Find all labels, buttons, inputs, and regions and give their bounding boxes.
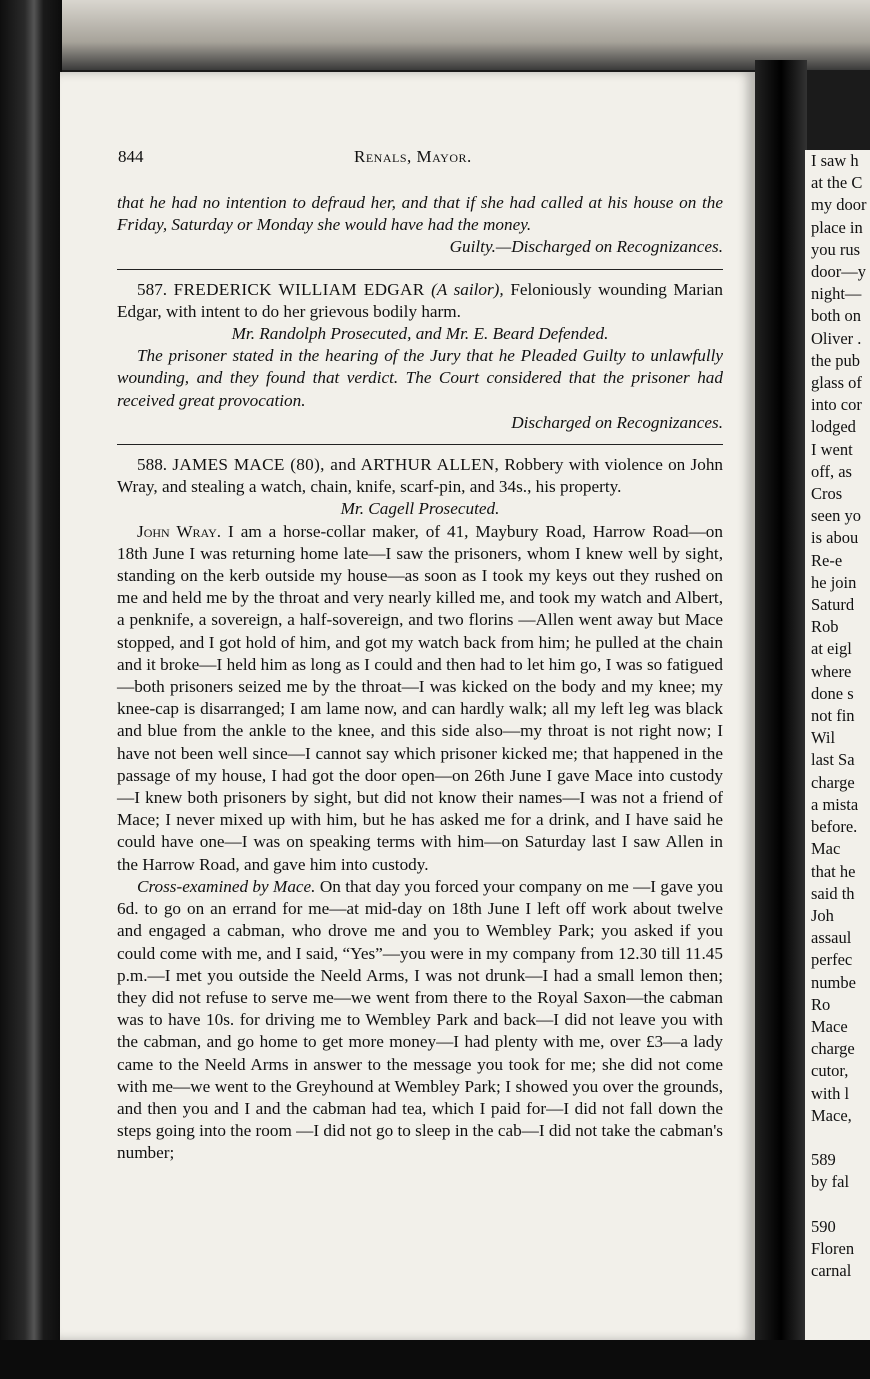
case-587-heading (117, 279, 723, 323)
right-page-line: both on (811, 306, 861, 326)
right-page-line: perfec (811, 950, 853, 970)
right-page-line: a mista (811, 794, 859, 814)
section-rule (117, 444, 723, 445)
right-page-line: with l (811, 1083, 850, 1103)
scan-bottom-edge (0, 1340, 870, 1379)
right-page-line: where (811, 661, 852, 681)
right-page-line: I went (811, 439, 853, 459)
right-page-line: my door (811, 195, 867, 215)
case-587-statement: The prisoner stated in the hearing of the Jury that he Pleaded Guilty to unlawfully wounding, and they found that verdict. The Court considered that the prisoner had received great provocation. (117, 346, 723, 410)
right-page-line: numbe (811, 972, 856, 992)
right-page-lines (805, 150, 870, 1282)
right-page-line: is abou (811, 528, 859, 548)
right-page-line (811, 1194, 870, 1216)
charge-text: Feloniously wounding Marian Edgar, with intent to do her grievous bodily harm. (117, 279, 724, 321)
right-page-line: said th (811, 883, 855, 903)
right-page-line: at eigl (811, 639, 852, 659)
verdict-text: Guilty.—Discharged on Recognizances. (449, 237, 723, 257)
right-page-line: cutor, (811, 1061, 849, 1081)
right-page-line: at the C (811, 173, 863, 193)
right-page-line: Mace, (811, 1105, 852, 1125)
right-page-line: Re-e (811, 550, 843, 570)
right-page-line: before. (811, 817, 858, 837)
right-page-line: Saturd (811, 595, 855, 615)
book-spine (0, 0, 62, 1379)
right-page-line: not fin (811, 706, 855, 726)
right-page-fragment (805, 150, 870, 1340)
witness-name: John Wray. (137, 521, 222, 541)
right-page-line: glass of (811, 373, 862, 393)
right-page-line: he join (811, 572, 857, 592)
right-page-line: carnal (811, 1261, 852, 1281)
right-page-line: Joh (811, 905, 834, 925)
case-number: 588. (137, 455, 168, 475)
running-title: Renals, Mayor. (354, 147, 472, 166)
page-body (117, 192, 723, 1165)
right-page-line: Cros (811, 484, 843, 504)
right-page-line: charge (811, 1039, 855, 1059)
right-page-line: Ro (811, 994, 831, 1014)
defendant-names: JAMES MACE (80), and ARTHUR ALLEN, (172, 455, 500, 475)
right-page-line: 590 (811, 1216, 836, 1236)
cross-examination-text: On that day you forced your company on me —I gave you 6d. to go on an errand for me—at mid-day on 18th June I left off work about twelve and engaged a cabman, who drove me and you to Wembley Park; you asked if you could come with me, and I said, “Yes”—you were in my company from 12.30 till 11.45 p.m.—I met you outside the Neeld Arms, I was not drunk—I had a small lemon then; they did not refuse to serve me—we went from there to the Royal Saxon—the cabman was to have 10s. for driving me to Wembley Park and back—I did not leave you with the cabman, and go home to get more money—I had plenty with me, over £3—a lady came to the Neeld Arms in answer to the message you took for me; she did not come with me—we went to the Greyhound at Wembley Park; I showed you over the grounds, and then you and I and the cabman had tea, which I paid for—I did not fall down the steps going into the room —I did not go to sleep in the cab—I did not take the cabman's number; (117, 876, 723, 1163)
case-588-heading (117, 454, 723, 498)
page-number: 844 (118, 147, 144, 166)
right-page-line: Oliver . (811, 328, 862, 348)
defendant-name: FREDERICK WILLIAM EDGAR (173, 279, 425, 299)
case-588-counsel: Mr. Cagell Prosecuted. (340, 499, 500, 519)
right-page-line: the pub (811, 350, 861, 370)
right-page-line: assaul (811, 928, 852, 948)
right-page-line: last Sa (811, 750, 855, 770)
right-page-line: that he (811, 861, 856, 881)
right-page-line: by fal (811, 1172, 850, 1192)
right-page-line (811, 1127, 870, 1149)
right-page-line: you rus (811, 239, 861, 259)
right-page-line: 589 (811, 1150, 836, 1170)
case-number: 587. (137, 279, 168, 299)
right-page-line: I saw h (811, 151, 859, 170)
right-page-line: seen yo (811, 506, 861, 526)
witness-testimony (117, 521, 723, 876)
case-587-counsel: Mr. Randolph Prosecuted, and Mr. E. Beard Defended. (231, 324, 609, 344)
right-page-line: lodged (811, 417, 856, 437)
right-page-line: Rob (811, 617, 839, 637)
right-page-line: door—y (811, 262, 866, 282)
right-page-line: Wil (811, 728, 836, 748)
prev-case-verdict (117, 236, 723, 258)
page-header (118, 147, 718, 169)
right-page-line: off, as (811, 461, 852, 481)
right-page-line: charge (811, 772, 855, 792)
section-rule (117, 269, 723, 270)
charge-text: Robbery with violence on John Wray, and stealing a watch, chain, knife, scarf-pin, and 34s., his property. (117, 455, 724, 497)
right-page-line: into cor (811, 395, 862, 415)
cross-examination (117, 876, 723, 1165)
page-gutter (755, 60, 807, 1350)
cross-examination-label: Cross-examined by Mace. (137, 876, 316, 896)
scan-top-edge (0, 0, 870, 70)
right-page-line: done s (811, 683, 854, 703)
prev-case-text: that he had no intention to defraud her, and that if she had called at his house on the Friday, Saturday or Monday she would have had the money. (117, 193, 723, 235)
right-page-line: Mac (811, 839, 841, 859)
right-page-line: Floren (811, 1238, 855, 1258)
right-page-line: place in (811, 217, 863, 237)
defendant-descriptor: (A sailor), (431, 279, 504, 299)
right-page-line: night— (811, 284, 862, 304)
testimony-text: I am a horse-collar maker, of 41, Maybury Road, Harrow Road—on 18th June I was returning home late—I saw the prisoners, whom I knew well by sight, standing on the kerb outside my house—as soon as I took my keys out they rushed on me and held me by the throat and very nearly killed me, and took my watch and Albert, a penknife, a sovereign, a half-sovereign, and two florins —Allen went away but Mace stopped, and I got hold of him, and got my watch back from him; he pulled at the chain and it broke—I held him as long as I could and then had to let him go, I was so fatigued —both prisoners seized me by the throat—I was kicked on the body and my knee; my knee-cap is disarranged; I am lame now, and can hardly walk; all my left leg was black and blue from the ankle to the knee, and this side also—my throat is not right now; I have not been well since—I cannot say which prisoner kicked me; that happened in the passage of my house, I had got the door open—on 26th June I gave Mace into custody—I knew both prisoners by sight, but did not know their names—I was not a friend of Mace; I never mixed up with him, but he has asked me for a drink, and I have said he could have one—I was on speaking terms with him—on Saturday last I saw Allen in the Harrow Road, and gave him into custody. (117, 521, 723, 874)
right-page-line: Mace (811, 1016, 848, 1036)
case-587-verdict: Discharged on Recognizances. (511, 412, 723, 432)
